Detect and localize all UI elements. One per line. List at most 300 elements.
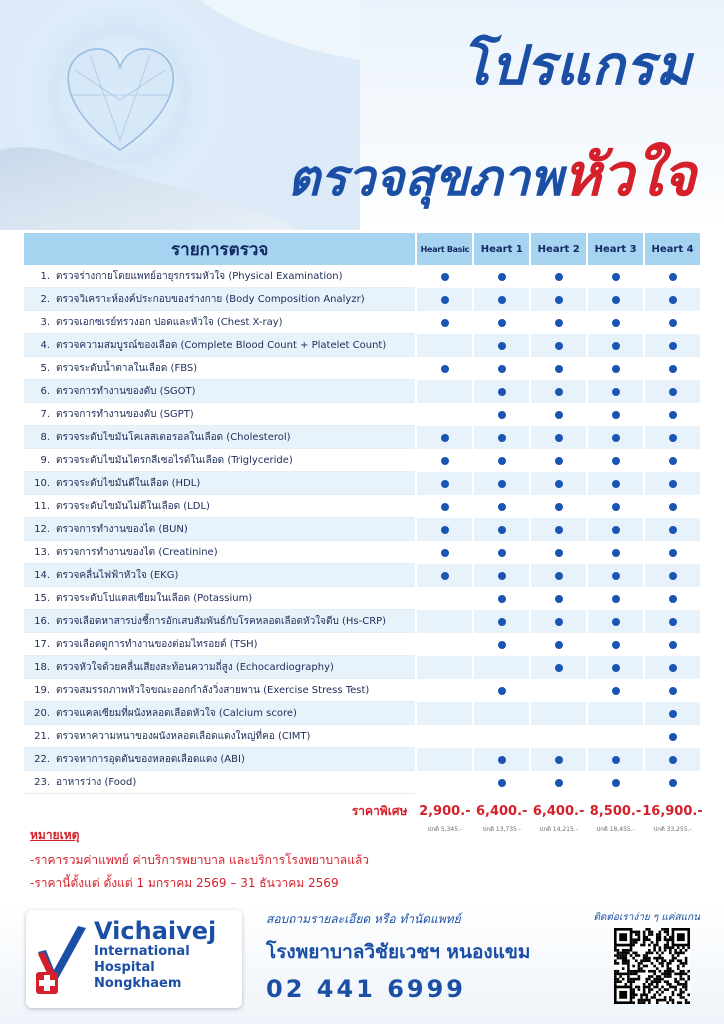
item-label: ตรวจเอกซเรย์ทรวงอก ปอดและหัวใจ (Chest X-ray) xyxy=(56,316,283,328)
mark-cell-heart-1 xyxy=(474,610,529,633)
mark-cell-heart-3 xyxy=(588,518,643,541)
item-number: 17. xyxy=(34,638,50,650)
item-label: ตรวจวิเคราะห์องค์ประกอบของร่างกาย (Body Composition Analyzr) xyxy=(56,293,365,305)
table-row xyxy=(24,564,700,587)
mark-cell-heart-2 xyxy=(531,564,586,587)
item-cell xyxy=(24,610,415,633)
included-dot-icon xyxy=(555,480,563,488)
included-dot-icon xyxy=(498,618,506,626)
table-row xyxy=(24,311,700,334)
table-row xyxy=(24,679,700,702)
mark-cell-heart-4 xyxy=(645,702,700,725)
included-dot-icon xyxy=(555,388,563,396)
item-cell xyxy=(24,495,415,518)
remark-line-1: -ราคารวมค่าแพทย์ ค่าบริการพยาบาล และบริการโรงพยาบาลแล้ว xyxy=(30,853,370,867)
mark-cell-heart-2 xyxy=(531,518,586,541)
item-number: 19. xyxy=(34,684,50,696)
item-number: 14. xyxy=(34,569,50,581)
table-row xyxy=(24,403,700,426)
included-dot-icon xyxy=(555,319,563,327)
mark-cell-heart-3 xyxy=(588,587,643,610)
mark-cell-heart-basic xyxy=(417,541,472,564)
table-row xyxy=(24,265,700,288)
mark-cell-heart-4 xyxy=(645,380,700,403)
included-dot-icon xyxy=(669,549,677,557)
item-label: ตรวจระดับไขมันไตรกลีเซอไรด์ในเลือด (Triglyceride) xyxy=(56,454,293,466)
included-dot-icon xyxy=(498,572,506,580)
included-dot-icon xyxy=(669,411,677,419)
price-row xyxy=(24,798,703,824)
included-dot-icon xyxy=(612,480,620,488)
mark-cell-heart-basic xyxy=(417,311,472,334)
table-row xyxy=(24,656,700,679)
mark-cell-heart-3 xyxy=(588,311,643,334)
table-row xyxy=(24,587,700,610)
mark-cell-heart-basic xyxy=(417,265,472,288)
price-heart-3: 8,500.- xyxy=(589,803,642,819)
included-dot-icon xyxy=(498,526,506,534)
scan-label: ติดต่อเราง่าย ๆ แค่สแกน xyxy=(593,912,700,923)
included-dot-icon xyxy=(441,549,449,557)
included-dot-icon xyxy=(612,779,620,787)
included-dot-icon xyxy=(498,687,506,695)
included-dot-icon xyxy=(498,503,506,511)
table-row xyxy=(24,426,700,449)
item-label: ตรวจการทำงานของตับ (SGPT) xyxy=(56,408,194,420)
included-dot-icon xyxy=(612,457,620,465)
mark-cell-heart-2 xyxy=(531,288,586,311)
item-number: 5. xyxy=(40,362,50,374)
table-row xyxy=(24,495,700,518)
included-dot-icon xyxy=(555,296,563,304)
remarks xyxy=(30,826,369,897)
item-label: ตรวจคลื่นไฟฟ้าหัวใจ (EKG) xyxy=(56,569,179,581)
item-label: ตรวจสมรรถภาพหัวใจขณะออกกำลังวิ่งสายพาน (Exercise Stress Test) xyxy=(56,684,370,696)
mark-cell-heart-4 xyxy=(645,265,700,288)
included-dot-icon xyxy=(669,733,677,741)
item-label: ตรวจการทำงานของไต (Creatinine) xyxy=(56,546,218,558)
mark-cell-heart-3 xyxy=(588,288,643,311)
item-cell xyxy=(24,265,415,288)
item-number: 6. xyxy=(40,385,50,397)
mark-cell-heart-2 xyxy=(531,702,586,725)
item-number: 21. xyxy=(34,730,50,742)
mark-cell-heart-basic xyxy=(417,403,472,426)
empty-mark xyxy=(441,687,449,695)
included-dot-icon xyxy=(669,756,677,764)
included-dot-icon xyxy=(555,457,563,465)
mark-cell-heart-3 xyxy=(588,426,643,449)
mark-cell-heart-4 xyxy=(645,288,700,311)
mark-cell-heart-3 xyxy=(588,357,643,380)
col-heart-basic: Heart Basic xyxy=(417,233,472,265)
included-dot-icon xyxy=(498,273,506,281)
table-row xyxy=(24,702,700,725)
item-number: 16. xyxy=(34,615,50,627)
included-dot-icon xyxy=(555,756,563,764)
mark-cell-heart-basic xyxy=(417,518,472,541)
empty-mark xyxy=(441,710,449,718)
logo-hospital: Hospital xyxy=(94,960,155,975)
mark-cell-heart-4 xyxy=(645,311,700,334)
mark-cell-heart-basic xyxy=(417,748,472,771)
included-dot-icon xyxy=(555,526,563,534)
included-dot-icon xyxy=(555,273,563,281)
col-heart-1: Heart 1 xyxy=(474,233,529,265)
mark-cell-heart-basic xyxy=(417,426,472,449)
mark-cell-heart-2 xyxy=(531,357,586,380)
price-heart-1: 6,400.- xyxy=(475,803,528,819)
included-dot-icon xyxy=(612,641,620,649)
mark-cell-heart-basic xyxy=(417,610,472,633)
mark-cell-heart-1 xyxy=(474,679,529,702)
included-dot-icon xyxy=(669,595,677,603)
mark-cell-heart-1 xyxy=(474,426,529,449)
mark-cell-heart-3 xyxy=(588,495,643,518)
included-dot-icon xyxy=(441,526,449,534)
included-dot-icon xyxy=(498,457,506,465)
included-dot-icon xyxy=(669,273,677,281)
item-number: 2. xyxy=(40,293,50,305)
contact-info xyxy=(266,910,530,1003)
item-number: 3. xyxy=(40,316,50,328)
mark-cell-heart-4 xyxy=(645,426,700,449)
included-dot-icon xyxy=(669,319,677,327)
mark-cell-heart-1 xyxy=(474,656,529,679)
included-dot-icon xyxy=(498,480,506,488)
mark-cell-heart-basic xyxy=(417,334,472,357)
included-dot-icon xyxy=(612,388,620,396)
mark-cell-heart-4 xyxy=(645,541,700,564)
empty-mark xyxy=(441,733,449,741)
col-heart-3: Heart 3 xyxy=(588,233,643,265)
normal-price-heart-4: ปกติ 33,255.- xyxy=(653,826,692,833)
mark-cell-heart-2 xyxy=(531,472,586,495)
included-dot-icon xyxy=(498,595,506,603)
remark-line-2: -ราคานี้ตั้งแต่ ตั้งแต่ 1 มกราคม 2569 – 31 ธันวาคม 2569 xyxy=(30,876,339,890)
empty-mark xyxy=(441,664,449,672)
item-label: ตรวจระดับไขมันดีในเลือด (HDL) xyxy=(56,477,201,489)
table-row xyxy=(24,610,700,633)
table-header xyxy=(24,233,700,265)
mark-cell-heart-basic xyxy=(417,449,472,472)
empty-mark xyxy=(612,710,620,718)
item-label: ตรวจร่างกายโดยแพทย์อายุรกรรมหัวใจ (Physical Examination) xyxy=(56,270,343,282)
included-dot-icon xyxy=(612,664,620,672)
included-dot-icon xyxy=(669,365,677,373)
table-row xyxy=(24,771,700,794)
included-dot-icon xyxy=(612,503,620,511)
mark-cell-heart-3 xyxy=(588,380,643,403)
table-row xyxy=(24,633,700,656)
included-dot-icon xyxy=(612,756,620,764)
table-row xyxy=(24,357,700,380)
included-dot-icon xyxy=(669,664,677,672)
normal-price-heart-3: ปกติ 18,455.- xyxy=(596,826,635,833)
included-dot-icon xyxy=(441,365,449,373)
item-cell xyxy=(24,679,415,702)
empty-mark xyxy=(441,756,449,764)
item-number: 12. xyxy=(34,523,50,535)
empty-mark xyxy=(441,411,449,419)
logo-international: International xyxy=(94,944,190,959)
qr-code-icon[interactable] xyxy=(614,928,690,1004)
logo-check-cross-icon xyxy=(34,924,90,996)
item-label: ตรวจการทำงานของตับ (SGOT) xyxy=(56,385,196,397)
included-dot-icon xyxy=(612,342,620,350)
mark-cell-heart-2 xyxy=(531,403,586,426)
col-heart-4: Heart 4 xyxy=(645,233,700,265)
table-row xyxy=(24,541,700,564)
empty-mark xyxy=(555,687,563,695)
footer xyxy=(0,902,724,1024)
mark-cell-heart-4 xyxy=(645,725,700,748)
item-cell xyxy=(24,311,415,334)
included-dot-icon xyxy=(498,641,506,649)
empty-mark xyxy=(498,664,506,672)
mark-cell-heart-1 xyxy=(474,748,529,771)
item-cell xyxy=(24,587,415,610)
logo-text xyxy=(94,918,216,992)
item-number: 22. xyxy=(34,753,50,765)
mark-cell-heart-4 xyxy=(645,449,700,472)
mark-cell-heart-1 xyxy=(474,311,529,334)
table-row xyxy=(24,748,700,771)
included-dot-icon xyxy=(555,411,563,419)
mark-cell-heart-basic xyxy=(417,587,472,610)
included-dot-icon xyxy=(555,779,563,787)
included-dot-icon xyxy=(498,434,506,442)
item-number: 15. xyxy=(34,592,50,604)
col-heart-2: Heart 2 xyxy=(531,233,586,265)
included-dot-icon xyxy=(669,641,677,649)
mark-cell-heart-3 xyxy=(588,564,643,587)
included-dot-icon xyxy=(555,572,563,580)
item-cell xyxy=(24,541,415,564)
mark-cell-heart-2 xyxy=(531,311,586,334)
included-dot-icon xyxy=(555,549,563,557)
included-dot-icon xyxy=(498,342,506,350)
logo-vichaivej: Vichaivej xyxy=(94,917,217,945)
items-header: รายการตรวจ xyxy=(24,233,415,265)
empty-mark xyxy=(441,618,449,626)
empty-mark xyxy=(555,710,563,718)
program-subtitle xyxy=(288,128,697,221)
included-dot-icon xyxy=(441,434,449,442)
included-dot-icon xyxy=(669,388,677,396)
table-row xyxy=(24,380,700,403)
mark-cell-heart-4 xyxy=(645,403,700,426)
table-row xyxy=(24,288,700,311)
item-cell xyxy=(24,472,415,495)
included-dot-icon xyxy=(555,342,563,350)
mark-cell-heart-3 xyxy=(588,541,643,564)
price-heart-basic: 2,900.- xyxy=(419,803,471,819)
mark-cell-heart-4 xyxy=(645,357,700,380)
mark-cell-heart-1 xyxy=(474,265,529,288)
item-number: 23. xyxy=(34,776,50,788)
item-label: ตรวจระดับไขมันไม่ดีในเลือด (LDL) xyxy=(56,500,210,512)
special-price-label: ราคาพิเศษ xyxy=(351,803,408,818)
item-label: ตรวจระดับโปแตสเซียมในเลือด (Potassium) xyxy=(56,592,253,604)
mark-cell-heart-basic xyxy=(417,564,472,587)
item-cell xyxy=(24,403,415,426)
included-dot-icon xyxy=(612,526,620,534)
mark-cell-heart-1 xyxy=(474,771,529,794)
mark-cell-heart-basic xyxy=(417,472,472,495)
included-dot-icon xyxy=(555,503,563,511)
item-cell xyxy=(24,380,415,403)
item-number: 8. xyxy=(40,431,50,443)
logo-nongkhaem: Nongkhaem xyxy=(94,976,182,991)
mark-cell-heart-2 xyxy=(531,725,586,748)
mark-cell-heart-3 xyxy=(588,748,643,771)
included-dot-icon xyxy=(555,595,563,603)
mark-cell-heart-1 xyxy=(474,334,529,357)
included-dot-icon xyxy=(498,549,506,557)
included-dot-icon xyxy=(498,296,506,304)
included-dot-icon xyxy=(612,434,620,442)
normal-price-heart-1: ปกติ 13,735.- xyxy=(482,826,521,833)
item-label: ตรวจเลือดดูการทำงานของต่อมไทรอยด์ (TSH) xyxy=(56,638,258,650)
hero-banner xyxy=(0,0,724,230)
item-cell xyxy=(24,518,415,541)
item-number: 13. xyxy=(34,546,50,558)
included-dot-icon xyxy=(669,618,677,626)
empty-mark xyxy=(555,733,563,741)
empty-mark xyxy=(441,595,449,603)
included-dot-icon xyxy=(555,618,563,626)
table-row xyxy=(24,518,700,541)
mark-cell-heart-basic xyxy=(417,656,472,679)
table-row xyxy=(24,725,700,748)
included-dot-icon xyxy=(612,572,620,580)
included-dot-icon xyxy=(669,457,677,465)
mark-cell-heart-basic xyxy=(417,679,472,702)
empty-mark xyxy=(498,733,506,741)
item-label: ตรวจระดับไขมันโคเลสเตอรอลในเลือด (Cholesterol) xyxy=(56,431,291,443)
item-label: ตรวจหาความหนาของผนังหลอดเลือดแดงใหญ่ที่คอ (CIMT) xyxy=(56,730,311,742)
mark-cell-heart-1 xyxy=(474,472,529,495)
included-dot-icon xyxy=(441,503,449,511)
mark-cell-heart-basic xyxy=(417,495,472,518)
mark-cell-heart-3 xyxy=(588,725,643,748)
included-dot-icon xyxy=(498,365,506,373)
mark-cell-heart-2 xyxy=(531,771,586,794)
mark-cell-heart-basic xyxy=(417,771,472,794)
item-label: ตรวจแคลเซียมที่ผนังหลอดเลือดหัวใจ (Calcium score) xyxy=(56,707,297,719)
item-number: 7. xyxy=(40,408,50,420)
mark-cell-heart-1 xyxy=(474,541,529,564)
mark-cell-heart-3 xyxy=(588,633,643,656)
mark-cell-heart-1 xyxy=(474,587,529,610)
mark-cell-heart-4 xyxy=(645,495,700,518)
mark-cell-heart-1 xyxy=(474,725,529,748)
empty-mark xyxy=(441,342,449,350)
mark-cell-heart-1 xyxy=(474,633,529,656)
mark-cell-heart-1 xyxy=(474,403,529,426)
included-dot-icon xyxy=(498,388,506,396)
phone-number[interactable]: 02 441 6999 xyxy=(266,975,467,1003)
subtitle-prefix: ตรวจสุขภาพ xyxy=(287,149,563,207)
mark-cell-heart-1 xyxy=(474,357,529,380)
price-heart-2: 6,400.- xyxy=(532,803,585,819)
included-dot-icon xyxy=(669,434,677,442)
mark-cell-heart-4 xyxy=(645,679,700,702)
included-dot-icon xyxy=(612,411,620,419)
mark-cell-heart-3 xyxy=(588,472,643,495)
mark-cell-heart-2 xyxy=(531,587,586,610)
mark-cell-heart-2 xyxy=(531,679,586,702)
mark-cell-heart-basic xyxy=(417,357,472,380)
empty-mark xyxy=(441,641,449,649)
item-cell xyxy=(24,564,415,587)
mark-cell-heart-3 xyxy=(588,334,643,357)
included-dot-icon xyxy=(612,296,620,304)
item-cell xyxy=(24,748,415,771)
included-dot-icon xyxy=(441,273,449,281)
mark-cell-heart-3 xyxy=(588,771,643,794)
checkup-table xyxy=(24,233,703,836)
included-dot-icon xyxy=(441,480,449,488)
item-cell xyxy=(24,771,415,794)
mark-cell-heart-3 xyxy=(588,403,643,426)
mark-cell-heart-4 xyxy=(645,748,700,771)
mark-cell-heart-1 xyxy=(474,380,529,403)
included-dot-icon xyxy=(669,687,677,695)
item-label: อาหารว่าง (Food) xyxy=(56,776,137,788)
empty-mark xyxy=(441,779,449,787)
included-dot-icon xyxy=(498,779,506,787)
mark-cell-heart-3 xyxy=(588,610,643,633)
item-number: 9. xyxy=(40,454,50,466)
mark-cell-heart-1 xyxy=(474,288,529,311)
included-dot-icon xyxy=(555,641,563,649)
included-dot-icon xyxy=(669,710,677,718)
included-dot-icon xyxy=(612,595,620,603)
mark-cell-heart-2 xyxy=(531,449,586,472)
mark-cell-heart-basic xyxy=(417,380,472,403)
mark-cell-heart-3 xyxy=(588,656,643,679)
item-number: 20. xyxy=(34,707,50,719)
hospital-logo xyxy=(26,910,242,1008)
mark-cell-heart-2 xyxy=(531,265,586,288)
mark-cell-heart-2 xyxy=(531,633,586,656)
item-label: ตรวจหัวใจด้วยคลื่นเสียงสะท้อนความถี่สูง (Echocardiography) xyxy=(56,661,334,673)
mark-cell-heart-3 xyxy=(588,449,643,472)
mark-cell-heart-basic xyxy=(417,725,472,748)
inquiry-text: สอบถามรายละเอียด หรือ ทำนัดแพทย์ xyxy=(266,912,461,926)
mark-cell-heart-basic xyxy=(417,702,472,725)
item-number: 10. xyxy=(34,477,50,489)
item-number: 4. xyxy=(40,339,50,351)
included-dot-icon xyxy=(555,664,563,672)
mark-cell-heart-2 xyxy=(531,495,586,518)
mark-cell-heart-3 xyxy=(588,702,643,725)
item-label: ตรวจเลือดหาสารบ่งชี้การอักเสบสัมพันธ์กับโรคหลอดเลือดหัวใจตีบ (Hs-CRP) xyxy=(56,615,387,627)
mark-cell-heart-3 xyxy=(588,265,643,288)
item-number: 11. xyxy=(34,500,50,512)
mark-cell-heart-basic xyxy=(417,288,472,311)
empty-mark xyxy=(498,710,506,718)
table-row xyxy=(24,449,700,472)
mark-cell-heart-2 xyxy=(531,541,586,564)
mark-cell-heart-4 xyxy=(645,564,700,587)
item-cell xyxy=(24,656,415,679)
mark-cell-heart-3 xyxy=(588,679,643,702)
normal-price-heart-2: ปกติ 14,215.- xyxy=(539,826,578,833)
mark-cell-heart-basic xyxy=(417,633,472,656)
